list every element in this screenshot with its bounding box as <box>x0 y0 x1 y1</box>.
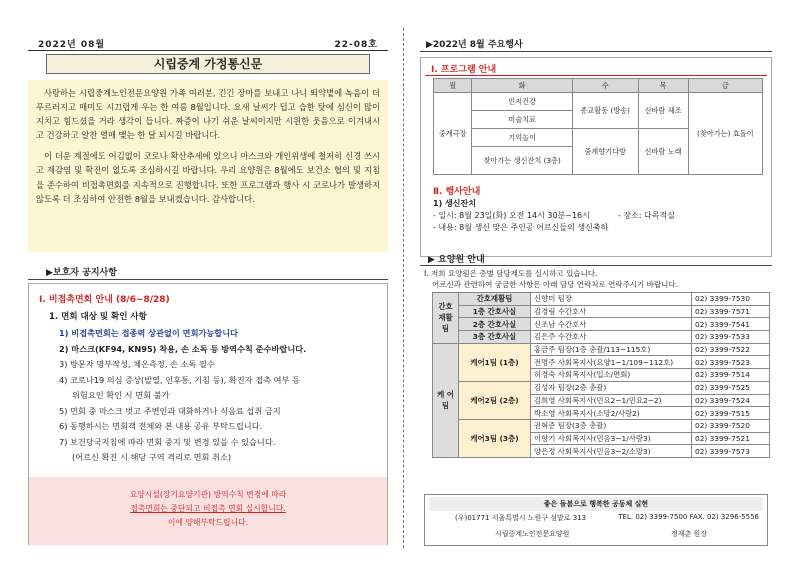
staff-phone: 02) 3399-7533 <box>692 331 770 344</box>
program-title: Ⅰ. 프로그램 안내 <box>431 65 497 75</box>
team-label: 케어3팀 (3층) <box>459 419 531 457</box>
notice-item: 4) 코로나19 의심 증상(발열, 인후통, 기침 등), 확진자 접촉 여부 등 <box>59 374 300 385</box>
thursday-program: 신바람 노래 <box>638 129 688 175</box>
year-month: 2022년 08월 <box>38 40 106 50</box>
tuesday-program: 인지건강 <box>472 93 572 111</box>
staff-phone: 02) 3399-7521 <box>692 432 770 445</box>
notice-header: ▶보호자 공지사항 <box>46 268 117 278</box>
staff-phone: 02) 3399-7530 <box>692 293 770 306</box>
team-label: 1층 간호사실 <box>459 305 531 318</box>
program-schedule-table <box>433 78 763 175</box>
staff-row <box>433 318 770 331</box>
wednesday-program: 종교활동 (방송) <box>572 93 638 129</box>
care-group-label: 케 어 팀 <box>433 343 459 457</box>
staff-row <box>433 305 770 318</box>
staff-row <box>433 381 770 394</box>
staff-phone: 02) 3399-7525 <box>692 381 770 394</box>
staff-note <box>424 268 678 290</box>
notice-item: 5) 면회 중 마스크 벗고 주변인과 대화하거나 식음료 섭취 금지 <box>59 405 281 416</box>
schedule-row <box>434 93 763 111</box>
event-time-line <box>433 210 675 222</box>
notice-footer <box>29 477 387 545</box>
team-label: 간호재활팀 <box>459 293 531 306</box>
team-label: 2층 간호사실 <box>459 318 531 331</box>
institution-footer <box>424 494 768 546</box>
staff-phone: 02) 3399-7515 <box>692 407 770 420</box>
visit-notice-box <box>28 283 388 545</box>
phone-fax: TEL. 02) 3399-7500 FAX. 02) 3296-5556 <box>618 513 759 521</box>
notice-subtitle: 1. 면회 대상 및 확인 사항 <box>49 312 147 322</box>
institution-name: 시립중계노인전문요양원 <box>495 530 570 538</box>
event-place: - 장소: 다목적실 <box>617 211 675 220</box>
footer-line: 이에 양해부탁드립니다. <box>167 518 249 527</box>
column-divider <box>403 28 404 548</box>
nursing-group-label: 간호 재활 팀 <box>433 293 459 344</box>
staff-name: 전명주 사회복지사(요양1~1/109~112호) <box>531 356 692 369</box>
staff-phone: 02) 3399-7571 <box>692 305 770 318</box>
notice-item: 2) 마스크(KF94, KN95) 착용, 손 소독 등 방역수칙 준수바랍니다. <box>59 343 307 354</box>
notice-item: 6) 동행하시는 면회객 전체와 본 내용 공유 부탁드립니다. <box>59 421 263 431</box>
notice-item: 위험요인 확인 시 면회 불가 <box>72 390 170 400</box>
staff-divider <box>420 265 772 266</box>
staff-phone: 02) 3399-7522 <box>692 343 770 356</box>
notice-item: 3) 방문자 명부작성, 체온측정, 손 소독 필수 <box>59 359 215 369</box>
staff-name: 김경림 수간호사 <box>531 305 692 318</box>
issue-divider <box>28 50 388 51</box>
staff-name: 홍금주 팀장(1층 총괄/113~115호) <box>531 343 692 356</box>
staff-name: 김은주 수간호사 <box>531 331 692 344</box>
staff-phone: 02) 3399-7541 <box>692 318 770 331</box>
director-name: 정재춘 원장 <box>670 530 707 538</box>
team-label: 케어2팀 (2층) <box>459 381 531 419</box>
events-header: ▶2022년 8월 주요행사 <box>426 40 523 50</box>
event-content: - 내용: 8월 생신 맞은 주인공 어르신들의 생신축하 <box>433 223 609 232</box>
event-time: - 일시: 8월 23일(화) 오전 14시 30분~16시 <box>433 211 590 220</box>
staff-name: 박소영 사회복지사(소망2/사랑2) <box>531 407 692 420</box>
address: (우)01771 서울특별시 노원구 섬밭로 313 <box>455 514 587 522</box>
staff-name: 김희영 사회복지사(민요2~1/민요2~2) <box>531 394 692 407</box>
notice-item: 7) 보건당국지침에 따라 면회 중지 및 변경 있을 수 있습니다. <box>59 436 276 447</box>
event-subtitle: 1) 생신잔치 <box>433 199 476 208</box>
staff-name: 신향미 팀장 <box>531 293 692 306</box>
staff-phone: 02) 3399-7523 <box>692 356 770 369</box>
staff-phone: 02) 3399-7514 <box>692 369 770 382</box>
slogan: 좋은 돌봄으로 행복한 공동체 실현 <box>429 497 763 511</box>
program-title-underline <box>425 75 767 76</box>
day-header: 목 <box>638 79 688 93</box>
footer-line: 접촉면회는 중단되고 비접촉 면회 실시합니다. <box>130 504 286 513</box>
staff-name: 허경숙 사회복지사(입소/면회) <box>531 369 692 382</box>
notice-title: Ⅰ. 비접촉면회 안내 (8/6~8/28) <box>39 295 170 305</box>
friday-program: (찾아가는) 효돌이 <box>688 93 762 175</box>
staff-name: 양은정 사회복지사(민음3~2/소망3) <box>531 445 692 458</box>
issue-number: 22-08호 <box>334 40 378 50</box>
tuesday-program: 기억놀이 <box>472 129 572 147</box>
day-header: 월 <box>434 79 472 93</box>
staff-row <box>433 293 770 306</box>
notice-divider <box>28 279 388 280</box>
day-header: 금 <box>688 79 762 93</box>
staff-phone: 02) 3399-7573 <box>692 445 770 458</box>
schedule-header-row <box>434 79 763 93</box>
staff-name: 김성자 팀장(2층 총괄) <box>531 381 692 394</box>
issue-info <box>38 37 378 50</box>
notice-item: (어르신 확진 시 해당 구역 격리로 면회 취소) <box>72 452 232 462</box>
day-header: 화 <box>472 79 572 93</box>
staff-row <box>433 331 770 344</box>
staff-header: ▶ 요양원 안내 <box>428 255 485 265</box>
staff-row <box>433 343 770 356</box>
letter-paragraph: 사랑하는 시립중계노인전문요양원 가족 여러분, 긴긴 장마를 보내고 나니 뙤약볕에 녹음이 더 푸르러지고 매미도 시끄럽게 우는 한 여름 8월입니다. 요새 날씨가 덥고 습한 탓에 심신이 많이 지치고 힘드셨을 거라 생각이 듭니다. 짜증이 나기 쉬운 날씨이지만 시원한 웃음으로 이겨내시고 건강하고 알찬 열매 맺는 한 달 되시길 바랍니다. <box>36 88 380 141</box>
day-header: 수 <box>572 79 638 93</box>
staff-name: 권혁준 팀장(3층 총괄) <box>531 419 692 432</box>
tuesday-program: 찾아가는 생신잔치 (3층) <box>472 147 572 175</box>
event-info <box>433 186 675 234</box>
newsletter-title: 시립중계 가정통신문 <box>46 54 370 74</box>
staff-contact-table <box>432 292 770 458</box>
events-divider <box>420 51 772 52</box>
staff-phone: 02) 3399-7524 <box>692 394 770 407</box>
greeting-letter <box>28 80 388 252</box>
monday-program: 중계극장 <box>434 93 472 175</box>
team-label: 케어1팀 (1층) <box>459 343 531 381</box>
letter-paragraph: 이 더운 계절에도 어김없이 코로나 확산추세에 있으니 마스크와 개인위생에 철저히 신경 쓰시고 재감염 및 확진이 없도록 조심하시길 바랍니다. 우리 요양원은 8월에도 보건소 협의 및 지침을 준수하여 비접촉면회를 지속적으로 진행합니다. 또한 프로그램과 행사 시 코로나가 발생하지 않도록 더 조심하여 안전한 8월을 보내겠습니다. 감사합니다. <box>36 151 380 204</box>
tuesday-program: 미술치료 <box>472 111 572 129</box>
team-label: 3층 간호사실 <box>459 331 531 344</box>
program-box <box>420 57 772 257</box>
staff-name: 신조남 수간호사 <box>531 318 692 331</box>
staff-row <box>433 419 770 432</box>
staff-note-line: 어르신과 관련하여 궁금한 사항은 아래 담당 연락처로 연락주시기 바랍니다. <box>432 280 679 289</box>
thursday-program: 신바람 체조 <box>638 93 688 129</box>
notice-list <box>59 326 379 466</box>
event-title: Ⅱ. 행사안내 <box>433 187 481 197</box>
staff-phone: 02) 3399-7520 <box>692 419 770 432</box>
footer-line: 요양시설(장기요양기관) 방역수칙 변경에 따라 <box>129 490 287 499</box>
wednesday-program: 중계향기다방 <box>572 129 638 175</box>
staff-note-line: Ⅰ. 저희 요양원은 층별 담당제도를 실시하고 있습니다. <box>424 269 598 278</box>
staff-name: 이향기 사회복지사(민음3~1/사랑3) <box>531 432 692 445</box>
notice-item: 1) 비접촉면회는 접종력 상관없이 면회가능합니다 <box>59 328 239 338</box>
